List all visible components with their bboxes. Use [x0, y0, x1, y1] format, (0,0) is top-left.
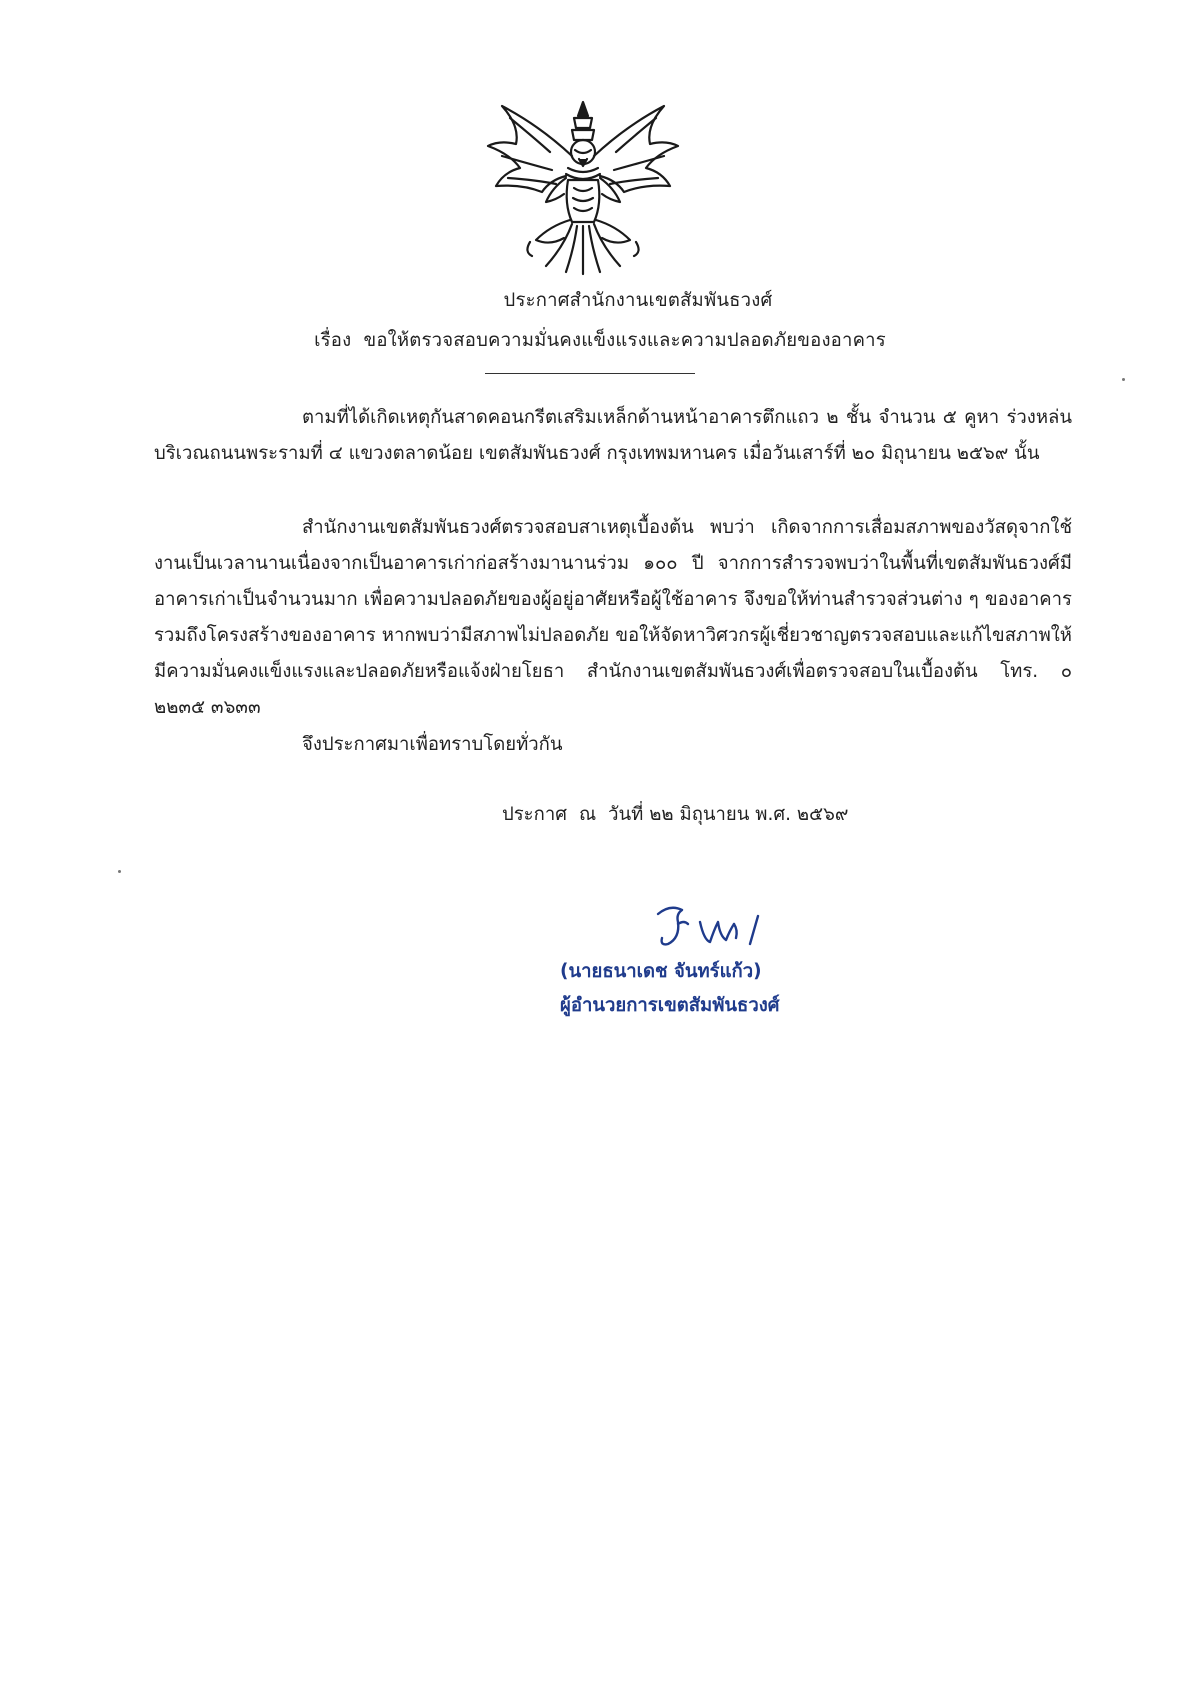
body-paragraph-1-text: ตามที่ได้เกิดเหตุกันสาดคอนกรีตเสริมเหล็กด้านหน้าอาคารตึกแถว ๒ ชั้น จำนวน ๕ คูหา ร่วงหล่นบริเวณถนนพระรามที่ ๔ แขวงตลาดน้อย เขตสัมพันธวงศ์ กรุงเทพมหานคร เมื่อวันเสาร์ที่ ๒๐ มิถุนายน ๒๕๖๙ นั้น — [154, 407, 1072, 464]
subject-text: ขอให้ตรวจสอบความมั่นคงแข็งแรงและความปลอดภัยของอาคาร — [363, 330, 886, 351]
body-paragraph-2 — [154, 510, 1072, 726]
signer-name: (นายธนาเดช จันทร์แก้ว) — [560, 961, 762, 982]
signer-position: ผู้อำนวยการเขตสัมพันธวงศ์ — [560, 995, 780, 1016]
dateline — [502, 800, 848, 829]
scan-speck — [1122, 378, 1125, 381]
scan-speck — [118, 870, 121, 873]
garuda-emblem-icon — [480, 96, 686, 276]
handwritten-signature — [650, 900, 790, 952]
body-paragraph-1 — [154, 400, 1072, 472]
body-paragraph-3-text: จึงประกาศมาเพื่อทราบโดยทั่วกัน — [302, 734, 563, 755]
announcement-title-text: ประกาศสำนักงานเขตสัมพันธวงศ์ — [503, 290, 773, 311]
dateline-prefix: ประกาศ — [502, 804, 567, 825]
dateline-at: ณ — [578, 804, 597, 825]
subject-label: เรื่อง — [314, 330, 352, 351]
body-paragraph-2-text: สำนักงานเขตสัมพันธวงศ์ตรวจสอบสาเหตุเบื้องต้น พบว่า เกิดจากการเสื่อมสภาพของวัสดุจากใช้งานเป็นเวลานานเนื่องจากเป็นอาคารเก่าก่อสร้างมานานร่วม ๑๐๐ ปี จากการสำรวจพบว่าในพื้นที่เขตสัมพันธวงศ์มีอาคารเก่าเป็นจำนวนมาก เพื่อความปลอดภัยของผู้อยู่อาศัยหรือผู้ใช้อาคาร จึงขอให้ท่านสำรวจส่วนต่าง ๆ ของอาคารรวมถึงโครงสร้างของอาคาร หากพบว่ามีสภาพไม่ปลอดภัย ขอให้จัดหาวิศวกรผู้เชี่ยวชาญตรวจสอบและแก้ไขสภาพให้มีความมั่นคงแข็งแรงและปลอดภัยหรือแจ้งฝ่ายโยธา สำนักงานเขตสัมพันธวงศ์เพื่อตรวจสอบในเบื้องต้น โทร. ๐ ๒๒๓๕ ๓๖๓๓ — [154, 517, 1072, 718]
signer-block — [560, 955, 780, 1023]
header-divider — [485, 373, 695, 374]
body-paragraph-3 — [302, 727, 902, 763]
announcement-title — [38, 286, 1200, 315]
dateline-date: วันที่ ๒๒ มิถุนายน พ.ศ. ๒๕๖๙ — [608, 804, 849, 825]
announcement-subject — [0, 326, 1200, 355]
